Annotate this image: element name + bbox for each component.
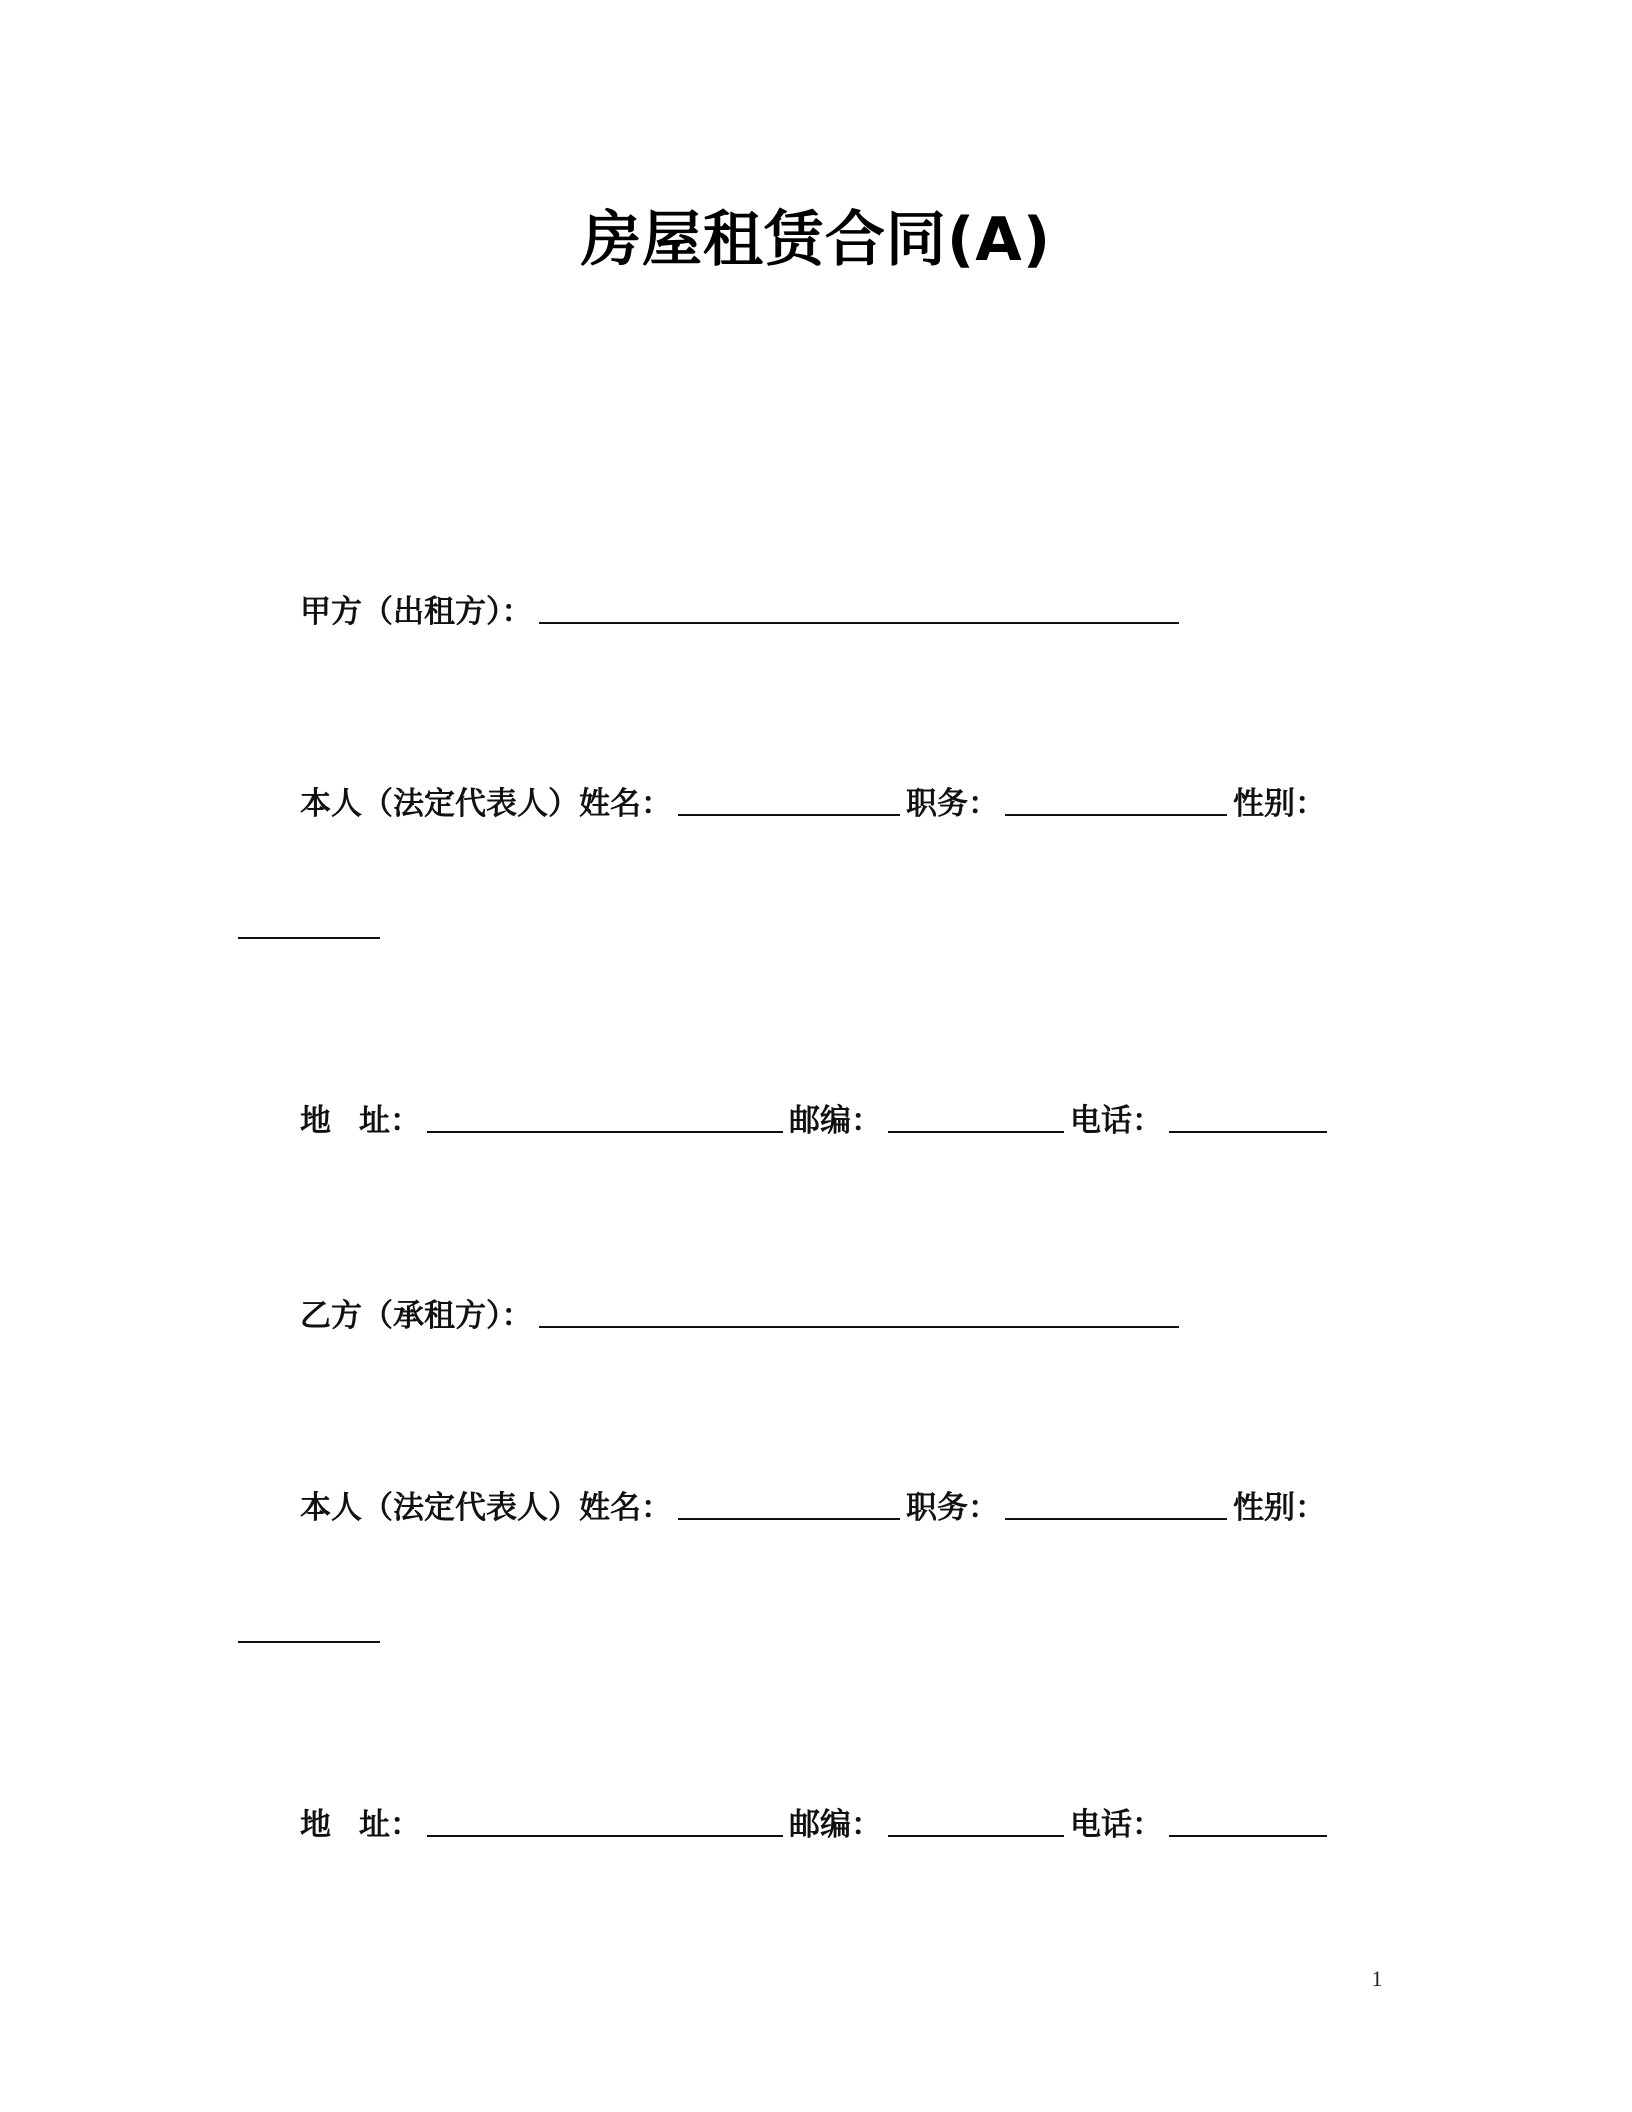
party-a-postcode-label: 邮编： [789,1103,882,1139]
party-a-address-label-1: 地 [300,1103,331,1139]
party-b-address-label-1: 地 [300,1807,331,1843]
party-a-name-field[interactable] [539,621,1179,624]
party-b-postcode-field[interactable] [888,1834,1064,1837]
party-a-gender-row [238,905,386,949]
party-a-gender-label: 性别： [1233,786,1326,822]
party-b-representative-label: 本人（法定代表人）姓名： [300,1490,672,1526]
party-a-address-label-2: 址： [359,1103,421,1139]
party-a-phone-field[interactable] [1169,1130,1327,1133]
party-a-position-field[interactable] [1005,813,1227,816]
party-a-gender-field[interactable] [238,936,380,939]
party-a-phone-label: 电话： [1070,1103,1163,1139]
party-b-representative-field[interactable] [678,1517,900,1520]
party-b-address-label-2: 址： [359,1807,421,1843]
party-b-position-label: 职务： [906,1490,999,1526]
document-title: 房屋租赁合同(A) [580,205,1052,275]
party-b-position-field[interactable] [1005,1517,1227,1520]
party-a-postcode-field[interactable] [888,1130,1064,1133]
party-b-address-row [300,1803,1333,1847]
party-b-heading: 乙方（承租方）： [300,1298,533,1334]
party-a-heading: 甲方（出租方）： [300,594,533,630]
party-b-name-field[interactable] [539,1325,1179,1328]
party-b-representative-row [300,1486,1326,1530]
party-a-representative-label: 本人（法定代表人）姓名： [300,786,672,822]
page-number: 1 [1371,1966,1383,1991]
party-a-representative-field[interactable] [678,813,900,816]
party-b-postcode-label: 邮编： [789,1807,882,1843]
party-a-representative-row [300,782,1326,826]
party-b-heading-row [300,1294,1185,1338]
party-b-phone-label: 电话： [1070,1807,1163,1843]
party-a-address-row [300,1099,1333,1143]
party-b-gender-field[interactable] [238,1640,380,1643]
party-a-address-field[interactable] [427,1130,783,1133]
party-b-phone-field[interactable] [1169,1834,1327,1837]
party-a-heading-row [300,590,1185,634]
party-b-gender-label: 性别： [1233,1490,1326,1526]
party-b-address-field[interactable] [427,1834,783,1837]
party-a-position-label: 职务： [906,786,999,822]
party-b-gender-row [238,1609,386,1653]
